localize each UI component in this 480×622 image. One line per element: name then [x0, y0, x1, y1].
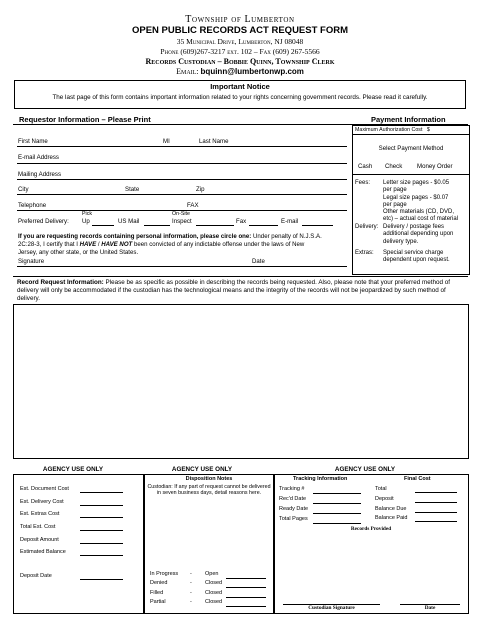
deposit-amount-field[interactable] — [80, 543, 123, 544]
agency-col3-title: AGENCY USE ONLY — [334, 466, 396, 473]
fax-option-label: Fax — [236, 218, 247, 225]
date-label: Date — [252, 258, 265, 265]
balance-paid-label: Balance Paid — [375, 515, 408, 521]
tracking-number-field[interactable] — [313, 493, 361, 494]
deposit-date-field[interactable] — [80, 579, 123, 580]
status-closed: Closed — [205, 580, 223, 586]
status-dash: - — [190, 590, 192, 596]
status-dash: - — [190, 580, 192, 586]
status-in-progress: In Progress — [150, 571, 179, 577]
fees-label: Fees: — [355, 180, 371, 186]
custodian-signature-label: Custodian Signature — [308, 605, 355, 611]
phone-fax: Phone (609)267-3217 ext. 102 – Fax (609) 267-5566 — [160, 47, 320, 56]
records-provided-label: Records Provided — [350, 526, 392, 532]
mi-label: MI — [163, 138, 170, 145]
ready-date-label: Ready Date — [279, 506, 309, 512]
deposit-date-label: Deposit Date — [20, 573, 52, 579]
inspect-blank[interactable] — [196, 225, 234, 226]
est-delivery-cost-field[interactable] — [80, 505, 123, 506]
max-cost-label: Maximum Authorization Cost $ — [355, 127, 430, 133]
status-closed: Closed — [205, 599, 223, 605]
payment-title: Payment Information — [371, 115, 446, 124]
status-partial: Partial — [150, 599, 166, 605]
last-name-label: Last Name — [199, 138, 229, 145]
status-filled-field[interactable] — [226, 597, 266, 598]
email-line-field[interactable] — [17, 163, 347, 164]
payment-divider — [352, 174, 470, 175]
name-line[interactable] — [17, 146, 347, 147]
form-title: OPEN PUBLIC RECORDS ACT REQUEST FORM — [131, 25, 349, 36]
email-address[interactable]: bquinn@lumbertonwp.com — [200, 67, 304, 76]
tracking-title: Tracking Information — [293, 476, 348, 482]
city-line[interactable] — [17, 194, 347, 195]
us-mail-blank[interactable] — [144, 225, 170, 226]
est-document-cost-field[interactable] — [80, 492, 123, 493]
fax-label: FAX — [187, 202, 199, 209]
final-cost-title: Final Cost — [404, 476, 431, 482]
personal-info-statement: If you are requesting records containing personal information, please circle one: Under penalty of N.J.S.A. 2C:28-3, I certify that I HAVE / HAVE NOT been convicted of any indictable offense under the laws of New Jersey, any other state, or the United States. — [18, 233, 322, 257]
status-denied: Denied — [150, 580, 168, 586]
email-line: Email: bquinn@lumbertonwp.com — [176, 67, 304, 76]
agency-col3-box — [273, 474, 469, 614]
est-delivery-cost-label: Est. Delivery Cost — [20, 499, 64, 505]
tracking-number-label: Tracking # — [279, 486, 305, 492]
status-dash: - — [190, 599, 192, 605]
est-extras-cost-label: Est. Extras Cost — [20, 511, 60, 517]
email-blank[interactable] — [302, 225, 333, 226]
ready-date-field[interactable] — [313, 513, 361, 514]
agency-col1-title: AGENCY USE ONLY — [42, 466, 104, 473]
pickup-blank[interactable] — [92, 225, 114, 226]
check-option[interactable]: Check — [385, 163, 403, 170]
fax-blank[interactable] — [249, 225, 278, 226]
extras-text: Special service charge dependent upon request. — [383, 250, 450, 264]
deposit-amount-label: Deposit Amount — [20, 537, 59, 543]
mailing-label: Mailing Address — [18, 171, 62, 178]
requestor-title: Requestor Information – Please Print — [19, 115, 151, 124]
balance-due-field[interactable] — [415, 512, 457, 513]
township-address: 35 Municipal Drive, Lumberton, NJ 08048 — [176, 37, 304, 46]
on-site-label: On-Site — [172, 211, 190, 217]
balance-paid-field[interactable] — [415, 521, 457, 522]
deposit-label: Deposit — [375, 496, 394, 502]
total-pages-label: Total Pages — [279, 516, 308, 522]
city-label: City — [18, 186, 29, 193]
cash-option[interactable]: Cash — [358, 163, 373, 170]
disposition-title: Disposition Notes — [185, 476, 233, 482]
state-label: State — [125, 186, 140, 193]
signature-line[interactable] — [17, 266, 347, 267]
us-mail-label: US Mail — [118, 218, 140, 225]
preferred-delivery-label: Preferred Delivery: — [18, 218, 69, 225]
delivery-text: Delivery / postage fees additional depending upon delivery type. — [383, 224, 454, 245]
disposition-text: Custodian: If any part of request cannot be delivered in seven business days, detail reasons here. — [147, 484, 271, 497]
signature-label: Signature — [18, 258, 45, 265]
record-request-box[interactable] — [13, 304, 469, 459]
custodian-date-label: Date — [424, 605, 436, 611]
record-divider — [13, 276, 468, 277]
township-name: Township of Lumberton — [185, 14, 295, 25]
status-partial-field[interactable] — [226, 606, 266, 607]
total-label: Total — [375, 486, 387, 492]
recd-date-field[interactable] — [313, 503, 361, 504]
money-order-option[interactable]: Money Order — [417, 163, 453, 170]
status-denied-field[interactable] — [226, 587, 266, 588]
zip-label: Zip — [196, 186, 205, 193]
inspect-label: Inspect — [172, 218, 192, 225]
status-dash: - — [190, 571, 192, 577]
agency-col2-title: AGENCY USE ONLY — [171, 466, 233, 473]
have-option[interactable]: HAVE — [79, 241, 97, 249]
notice-title: Important Notice — [210, 82, 270, 91]
select-payment-label: Select Payment Method — [378, 145, 444, 152]
status-open-field[interactable] — [226, 578, 266, 579]
total-field[interactable] — [415, 492, 457, 493]
total-est-cost-label: Total Est. Cost — [20, 524, 56, 530]
balance-due-label: Balance Due — [375, 506, 407, 512]
record-request-info: Record Request Information: Please be as specific as possible in describing the records being requested. Also, please note that your preferred method of delivery will only be accommodated if the custodian has the technological means and the integrity of the records will not be jeopardized by such method of delivery. — [17, 279, 450, 302]
up-label: Up — [82, 218, 90, 225]
telephone-label: Telephone — [18, 202, 47, 209]
record-request-title: Record Request Information: — [17, 279, 104, 286]
records-custodian: Records Custodian – Bobbie Quinn, Township Clerk — [145, 57, 335, 66]
email-label: E-mail Address — [18, 154, 59, 161]
extras-label: Extras: — [355, 250, 374, 256]
agency-col1-box — [13, 474, 145, 614]
status-filled: Filled — [150, 590, 164, 596]
fees-text: Letter size pages - $0.05 per page Legal size pages - $0.07 per page Other materials (CD, DVD, etc) – actual cost of material — [383, 180, 459, 223]
status-open: Open — [205, 571, 219, 577]
estimated-balance-label: Estimated Balance — [20, 549, 66, 555]
total-est-cost-field[interactable] — [80, 530, 123, 531]
est-document-cost-label: Est. Document Cost — [20, 486, 69, 492]
estimated-balance-field[interactable] — [80, 555, 123, 556]
status-closed: Closed — [205, 590, 223, 596]
mailing-line[interactable] — [17, 179, 347, 180]
first-name-label: First Name — [18, 138, 48, 145]
email-option-label: E-mail — [281, 218, 299, 225]
total-pages-field[interactable] — [313, 523, 361, 524]
delivery-label: Delivery: — [355, 224, 379, 230]
notice-text: The last page of this form contains important information related to your rights concerning government records. Please read it carefully. — [52, 94, 428, 101]
deposit-field[interactable] — [415, 502, 457, 503]
have-not-option[interactable]: HAVE NOT — [101, 241, 133, 249]
recd-date-label: Rec'd Date — [279, 496, 307, 502]
max-cost-line — [352, 134, 470, 135]
pick-label: Pick — [82, 211, 93, 217]
est-extras-cost-field[interactable] — [80, 517, 123, 518]
